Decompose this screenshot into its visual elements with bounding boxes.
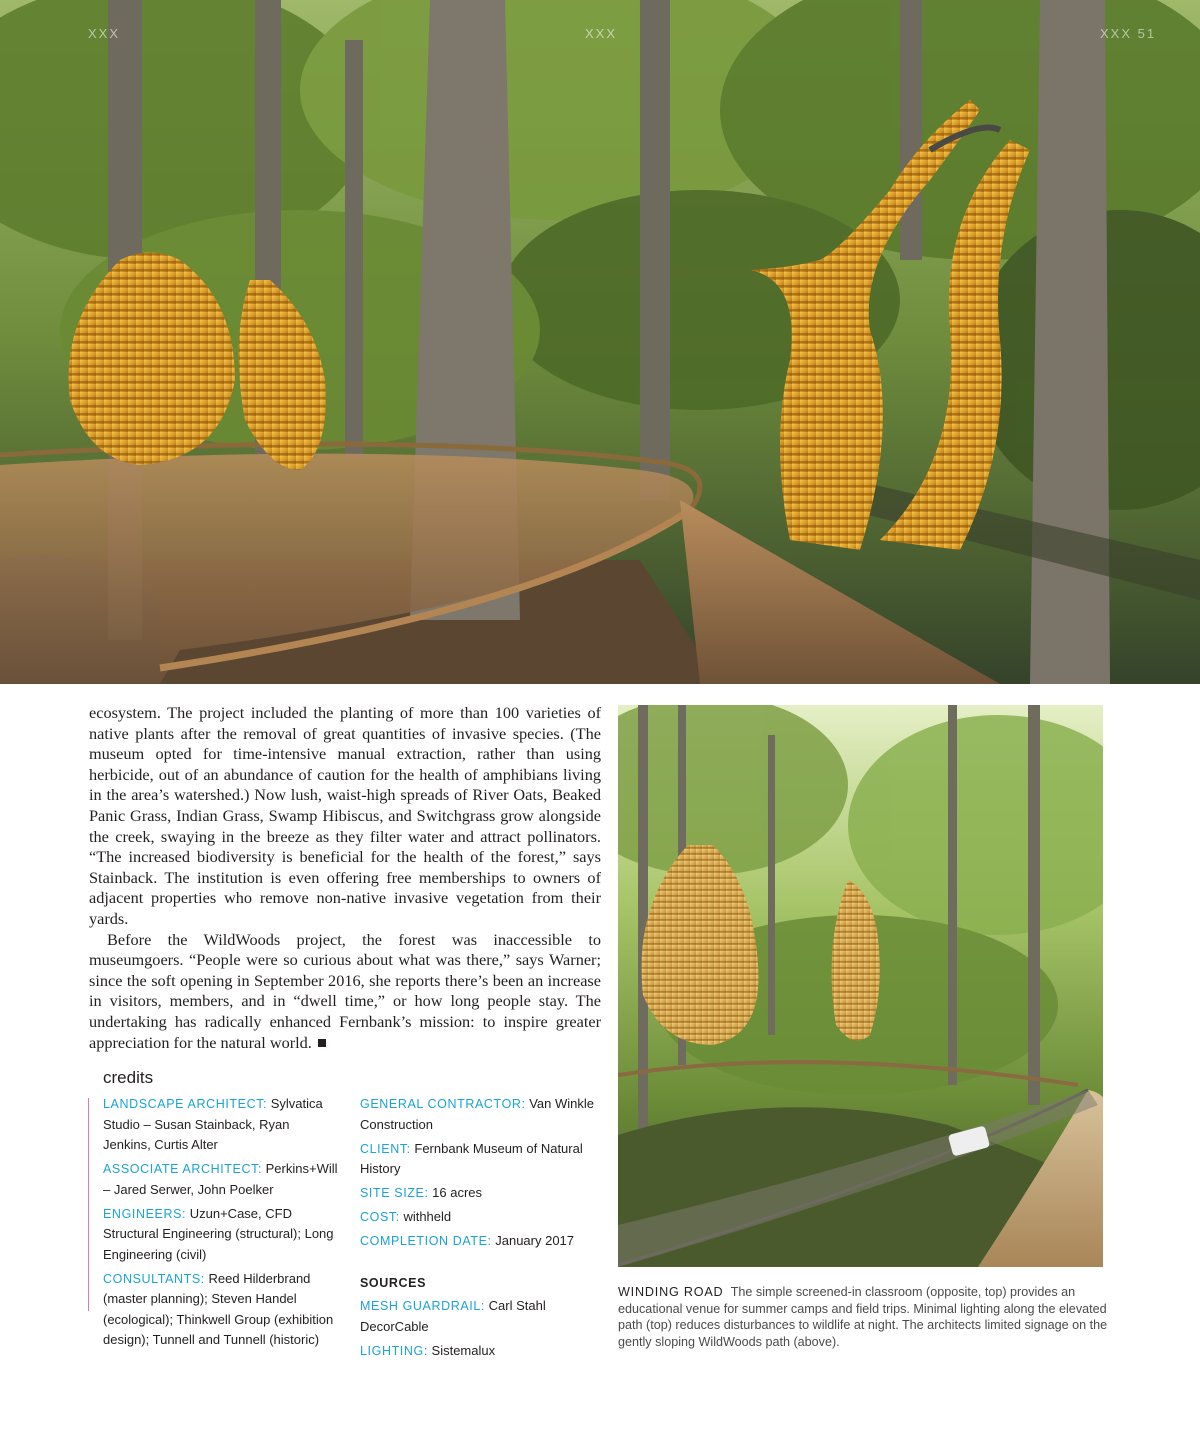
credit-entry-landscape-architect	[103, 1094, 338, 1156]
credit-entry-engineers	[103, 1204, 338, 1266]
credit-entry-cost	[360, 1207, 605, 1228]
source-label: LIGHTING:	[360, 1343, 428, 1358]
sloping-path-illustration	[618, 705, 1103, 1267]
credit-label: COST:	[360, 1210, 400, 1224]
credit-label: CLIENT:	[360, 1141, 411, 1156]
credit-label: CONSULTANTS:	[103, 1271, 205, 1286]
article-paragraph-last	[89, 930, 601, 1054]
treetop-walkway-illustration	[0, 0, 1200, 684]
credit-entry-client	[360, 1139, 605, 1180]
credit-value: Reed Hilderbrand (master planning); Steven Handel (ecological); Thinkwell Group (exhibition design); Tunnell and Tunnell (historic)	[103, 1270, 334, 1347]
folio-left: XXX	[88, 26, 121, 41]
source-entry-lighting	[360, 1341, 605, 1362]
credit-value: Fernbank Museum of Natural History	[360, 1140, 583, 1176]
credits-heading: credits	[103, 1068, 154, 1087]
photo-caption	[618, 1284, 1108, 1350]
article-paragraph: ecosystem. The project included the planting of more than 100 varieties of native plants after the removal of great quantities of invasive species. (The museum opted for time-intensive manual extraction, rather than using herbicide, out of an abundance of caution for the health of amphibians living in the area’s watershed.) Now lush, waist-high spreads of River Oats, Beaked Panic Grass, Indian Grass, Swamp Hibiscus, and Switchgrass grow alongside the creek, swaying in the breeze as they filter water and attract pollinators. “The increased biodiversity is beneficial for the health of the forest,” says Stainback. The institution is even offering free memberships to owners of adjacent properties who remove non-native invasive vegetation from their yards.	[89, 703, 601, 928]
credit-value: Van Winkle Construction	[360, 1096, 595, 1132]
article-paragraph-text: Before the WildWoods project, the forest was inaccessible to museumgoers. “People were so curious about what was there,” says Warner; since the soft opening in September 2016, she reports there’s been an increase in visitors, members, and in “dwell time,” or how long people stay. The undertaking has radically enhanced Fernbank’s mission: to inspire greater appreciation for the natural world.	[89, 929, 601, 1052]
credit-entry-associate-architect	[103, 1159, 338, 1200]
source-value: Carl Stahl DecorCable	[360, 1298, 546, 1334]
credits-column-right	[360, 1094, 605, 1365]
credit-value: Perkins+Will – Jared Serwer, John Poelker	[103, 1161, 338, 1197]
credit-label: COMPLETION DATE:	[360, 1234, 492, 1248]
credit-label: LANDSCAPE ARCHITECT:	[103, 1097, 268, 1111]
credit-label: ENGINEERS:	[103, 1206, 187, 1221]
credit-label: SITE SIZE:	[360, 1186, 429, 1200]
credit-entry-general-contractor	[360, 1094, 605, 1135]
side-photo	[618, 705, 1103, 1267]
credit-entry-completion-date	[360, 1231, 605, 1252]
folio-right: XXX 51	[1100, 26, 1157, 41]
credit-value: withheld	[403, 1209, 452, 1224]
source-value: Sistemalux	[431, 1342, 496, 1358]
credits-column-left	[103, 1094, 338, 1354]
sources-heading: SOURCES	[360, 1275, 427, 1290]
credit-value: Uzun+Case, CFD Structural Engineering (structural); Long Engineering (civil)	[103, 1205, 334, 1262]
credit-entry-site-size	[360, 1183, 605, 1204]
caption-title: WINDING ROAD	[618, 1285, 724, 1299]
caption-text: The simple screened-in classroom (opposite, top) provides an educational venue for summer camps and field trips. Minimal lighting along the elevated path (top) reduces disturbances to wildlife at night. The architects limited signage on the gently sloping WildWoods path (above).	[618, 1285, 1108, 1349]
source-label: MESH GUARDRAIL:	[360, 1299, 485, 1313]
credit-value: Sylvatica Studio – Susan Stainback, Ryan Jenkins, Curtis Alter	[103, 1096, 323, 1152]
credit-label: GENERAL CONTRACTOR:	[360, 1097, 526, 1111]
credit-entry-consultants	[103, 1269, 338, 1351]
credit-value: 16 acres	[432, 1185, 483, 1200]
folio-center: XXX	[585, 26, 618, 41]
end-of-article-square-icon	[318, 1039, 326, 1047]
credit-label: ASSOCIATE ARCHITECT:	[103, 1162, 263, 1176]
source-entry-mesh-guardrail	[360, 1296, 605, 1337]
article-body	[89, 703, 601, 1053]
credit-value: January 2017	[495, 1233, 575, 1248]
credits-rule	[88, 1098, 89, 1311]
hero-photo	[0, 0, 1200, 684]
